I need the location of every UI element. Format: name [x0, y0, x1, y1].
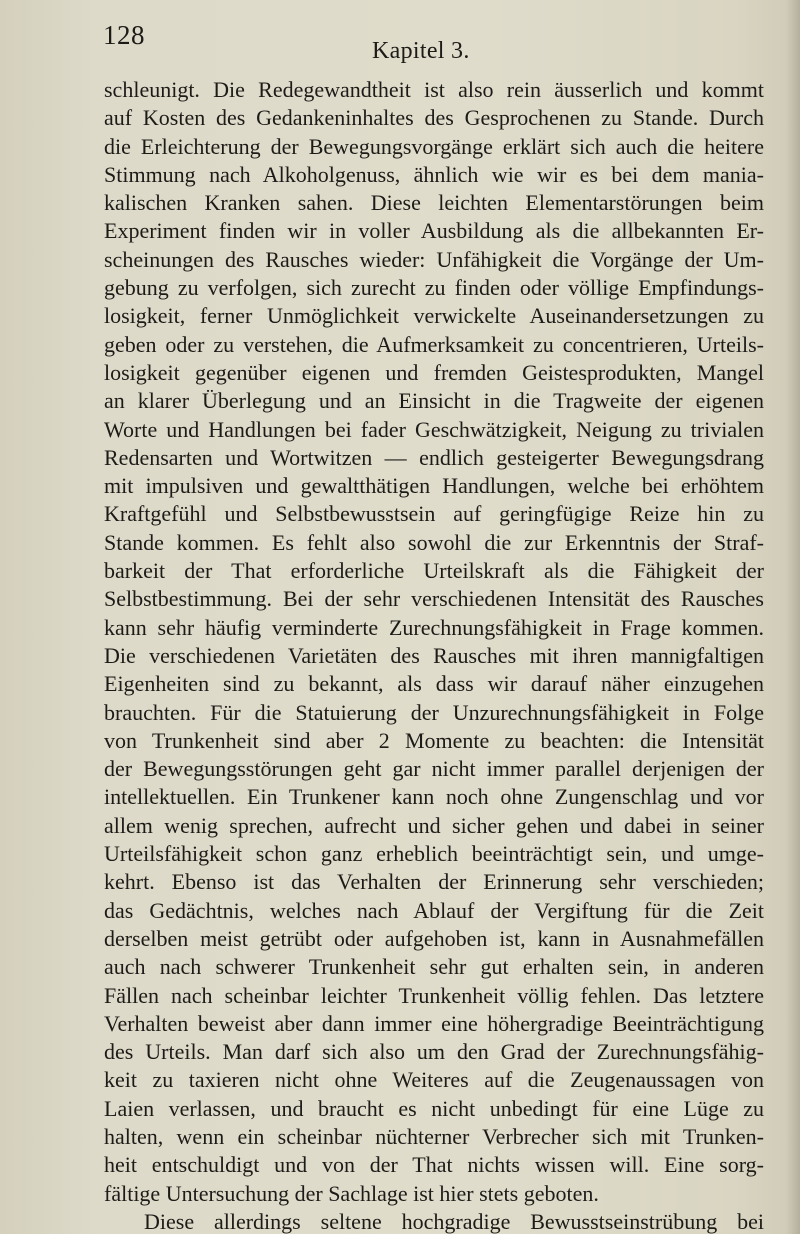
- text-line: allem wenig sprechen, aufrecht und sicher gehen und dabei in seiner: [104, 812, 764, 838]
- text-line: Experiment finden wir in voller Ausbildung als die allbekannten Er-: [104, 218, 764, 244]
- text-line: heit entschuldigt und von der That nichts wissen will. Eine sorg-: [104, 1152, 764, 1178]
- text-line: scheinungen des Rausches wieder: Unfähigkeit die Vorgänge der Um-: [104, 246, 764, 272]
- text-line: Stande kommen. Es fehlt also sowohl die zur Erkenntnis der Straf-: [104, 529, 764, 555]
- text-line: Diese allerdings seltene hochgradige Bewusstseinstrübung bei: [144, 1208, 764, 1234]
- text-line: Eigenheiten sind zu bekannt, als dass wir darauf näher einzugehen: [104, 671, 764, 697]
- text-line: Die verschiedenen Varietäten des Rausches mit ihren mannigfaltigen: [104, 642, 764, 668]
- text-line: intellektuellen. Ein Trunkener kann noch ohne Zungenschlag und vor: [104, 784, 764, 810]
- text-line: der Bewegungsstörungen geht gar nicht immer parallel derjenigen der: [104, 756, 764, 782]
- text-line: gebung zu verfolgen, sich zurecht zu finden oder völlige Empfindungs-: [104, 275, 764, 301]
- page-number: 128: [103, 20, 145, 50]
- text-line: Stimmung nach Alkoholgenuss, ähnlich wie wir es bei dem mania-: [104, 161, 764, 187]
- text-line: Urteilsfähigkeit schon ganz erheblich beeinträchtigt sein, und umge-: [104, 841, 764, 867]
- text-line: des Urteils. Man darf sich also um den Grad der Zurechnungsfähig-: [104, 1039, 764, 1065]
- text-line: Selbstbestimmung. Bei der sehr verschiedenen Intensität des Rausches: [104, 586, 764, 612]
- text-line: halten, wenn ein scheinbar nüchterner Verbrecher sich mit Trunken-: [104, 1123, 764, 1149]
- text-line: kann sehr häufig verminderte Zurechnungsfähigkeit in Frage kommen.: [104, 614, 764, 640]
- text-line: schleunigt. Die Redegewandtheit ist also rein äusserlich und kommt: [104, 77, 764, 102]
- text-line: an klarer Überlegung und an Einsicht in die Tragweite der eigenen: [104, 388, 764, 414]
- text-line: Fällen nach scheinbar leichter Trunkenheit völlig fehlen. Das letztere: [104, 982, 764, 1008]
- text-line: Verhalten beweist aber dann immer eine höhergradige Beeinträchtigung: [104, 1010, 764, 1036]
- text-line: brauchten. Für die Statuierung der Unzurechnungsfähigkeit in Folge: [104, 699, 764, 725]
- text-line: derselben meist getrübt oder aufgehoben ist, kann in Ausnahmefällen: [104, 925, 764, 951]
- text-line: kehrt. Ebenso ist das Verhalten der Erinnerung sehr verschieden;: [104, 869, 764, 895]
- text-line: die Erleichterung der Bewegungsvorgänge erklärt sich auch die heitere: [104, 133, 764, 159]
- text-line: auch nach schwerer Trunkenheit sehr gut erhalten sein, in anderen: [104, 954, 764, 980]
- text-line: das Gedächtnis, welches nach Ablauf der Vergiftung für die Zeit: [104, 897, 764, 923]
- running-head: Kapitel 3.: [372, 38, 470, 64]
- body-text: [104, 76, 764, 1234]
- text-line: geben oder zu verstehen, die Aufmerksamkeit zu concentrieren, Urteils-: [104, 331, 764, 357]
- text-line: Redensarten und Wortwitzen — endlich gesteigerter Bewegungsdrang: [104, 444, 764, 470]
- text-line: keit zu taxieren nicht ohne Weiteres auf die Zeugenaussagen von: [104, 1067, 764, 1093]
- text-line: auf Kosten des Gedankeninhaltes des Gesprochenen zu Stande. Durch: [104, 105, 764, 131]
- text-line: von Trunkenheit sind aber 2 Momente zu beachten: die Intensität: [104, 727, 764, 753]
- text-line: Kraftgefühl und Selbstbewusstsein auf geringfügige Reize hin zu: [104, 501, 764, 527]
- text-line: losigkeit, ferner Unmöglichkeit verwickelte Auseinandersetzungen zu: [104, 303, 764, 329]
- text-line: Laien verlassen, und braucht es nicht unbedingt für eine Lüge zu: [104, 1095, 764, 1121]
- text-line: barkeit der That erforderliche Urteilskraft als die Fähigkeit der: [104, 558, 764, 584]
- page-edge-shadow: [786, 0, 800, 1234]
- text-line: Worte und Handlungen bei fader Geschwätzigkeit, Neigung zu trivialen: [104, 416, 764, 442]
- text-line: kalischen Kranken sahen. Diese leichten Elementarstörungen beim: [104, 190, 764, 216]
- text-line: fältige Untersuchung der Sachlage ist hier stets geboten.: [104, 1180, 599, 1206]
- text-line: losigkeit gegenüber eigenen und fremden Geistesprodukten, Mangel: [104, 359, 764, 385]
- text-line: mit impulsiven und gewaltthätigen Handlungen, welche bei erhöhtem: [104, 473, 764, 499]
